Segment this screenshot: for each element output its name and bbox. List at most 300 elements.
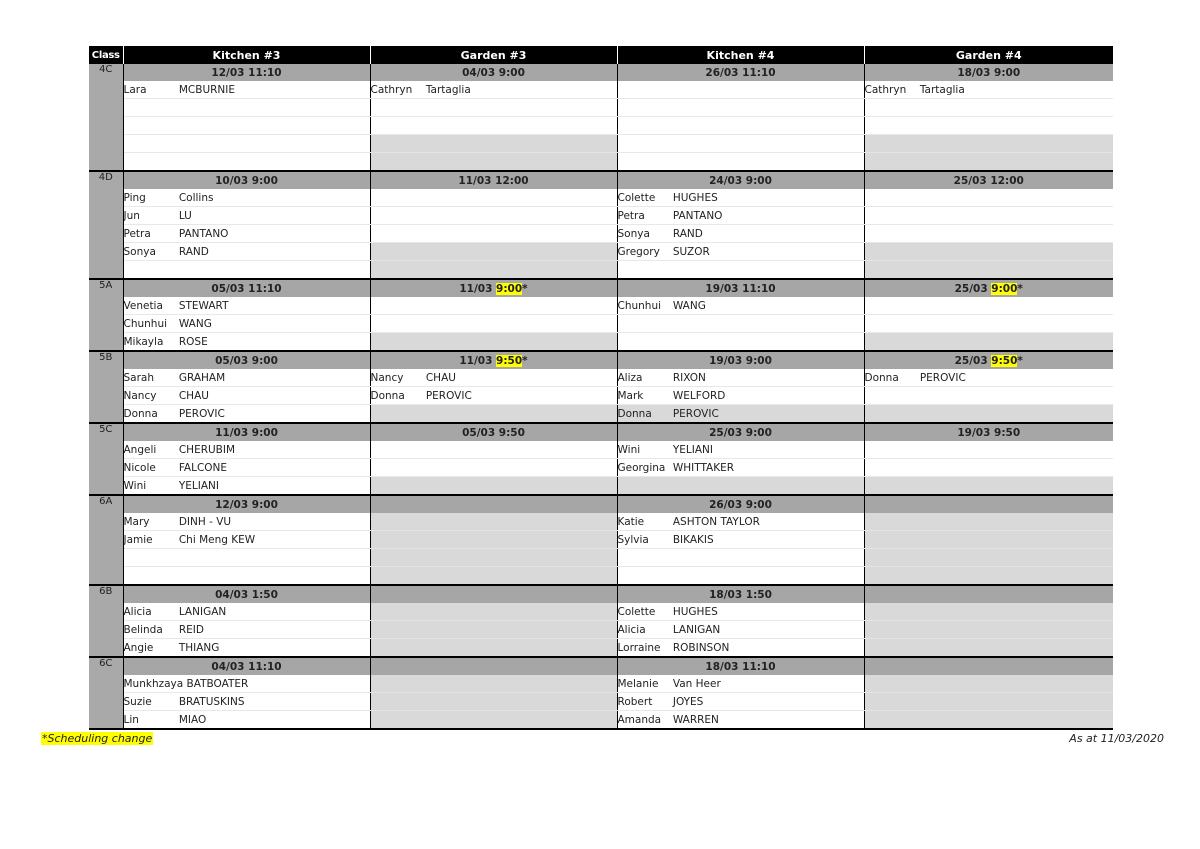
change-asterisk: * <box>1017 282 1023 295</box>
first-name: Mikayla <box>123 335 164 348</box>
name-cell-garden-3 <box>370 243 617 261</box>
name-row <box>89 459 1113 477</box>
name-cell-kitchen-3 <box>123 621 370 639</box>
name-cell-kitchen-3 <box>123 513 370 531</box>
name-cell-garden-3 <box>370 387 617 405</box>
name-cell-garden-3 <box>370 693 617 711</box>
first-name: Donna <box>617 407 652 420</box>
first-name: Donna <box>864 371 899 384</box>
schedule-table <box>89 46 1113 730</box>
name-cell-garden-4 <box>864 711 1113 730</box>
name-cell-kitchen-4 <box>617 549 864 567</box>
name-cell-kitchen-3 <box>123 81 370 99</box>
name-cell-kitchen-3 <box>123 405 370 424</box>
last-name: RIXON <box>672 371 706 384</box>
name-cell-garden-3 <box>370 675 617 693</box>
last-name: Chi Meng KEW <box>178 533 256 546</box>
name-cell-garden-4 <box>864 603 1113 621</box>
name-cell-garden-3 <box>370 333 617 352</box>
last-name: WANG <box>178 317 212 330</box>
name-cell-garden-3 <box>370 369 617 387</box>
name-row <box>89 207 1113 225</box>
last-name: GRAHAM <box>178 371 226 384</box>
first-name: Chunhui <box>617 299 662 312</box>
change-asterisk: * <box>522 354 528 367</box>
date-6a-kitchen-4: 26/03 9:00 <box>617 495 864 513</box>
name-row <box>89 441 1113 459</box>
name-cell-garden-3 <box>370 117 617 135</box>
name-cell-kitchen-4 <box>617 711 864 730</box>
name-cell-garden-4 <box>864 639 1113 658</box>
name-cell-garden-3 <box>370 297 617 315</box>
first-name: Jun <box>123 209 140 222</box>
date-day: 25/03 <box>954 354 992 367</box>
date-6b-garden-4 <box>864 585 1113 603</box>
last-name: HUGHES <box>672 191 718 204</box>
name-cell-kitchen-4 <box>617 207 864 225</box>
name-cell-kitchen-4 <box>617 117 864 135</box>
name-row <box>89 333 1113 352</box>
name-row <box>89 315 1113 333</box>
name-cell-garden-3 <box>370 81 617 99</box>
first-name: Belinda <box>123 623 163 636</box>
change-asterisk: * <box>1017 354 1023 367</box>
date-6c-garden-3 <box>370 657 617 675</box>
name-cell-garden-3 <box>370 621 617 639</box>
name-cell-garden-4 <box>864 405 1113 424</box>
last-name: PANTANO <box>178 227 229 240</box>
first-name: Gregory <box>617 245 660 258</box>
name-cell-kitchen-3 <box>123 99 370 117</box>
name-row <box>89 369 1113 387</box>
name-cell-garden-4 <box>864 333 1113 352</box>
last-name: PEROVIC <box>178 407 225 420</box>
last-name: Collins <box>178 191 214 204</box>
name-cell-kitchen-4 <box>617 369 864 387</box>
name-cell-kitchen-4 <box>617 315 864 333</box>
date-row-6a <box>89 495 1113 513</box>
name-cell-kitchen-4 <box>617 513 864 531</box>
name-cell-kitchen-3 <box>123 441 370 459</box>
name-cell-kitchen-4 <box>617 225 864 243</box>
date-day: 11/03 <box>459 354 497 367</box>
name-row <box>89 639 1113 658</box>
name-row <box>89 693 1113 711</box>
date-4d-garden-4: 25/03 12:00 <box>864 171 1113 189</box>
name-cell-kitchen-3 <box>123 675 370 693</box>
first-name: Cathryn <box>864 83 907 96</box>
last-name: THIANG <box>178 641 220 654</box>
name-cell-garden-3 <box>370 207 617 225</box>
date-5c-garden-4: 19/03 9:50 <box>864 423 1113 441</box>
scheduling-change-note: *Scheduling change <box>42 732 153 745</box>
name-cell-garden-4 <box>864 567 1113 586</box>
name-cell-garden-3 <box>370 99 617 117</box>
changed-time-highlight: 9:00 <box>991 282 1018 295</box>
name-cell-garden-3 <box>370 153 617 172</box>
name-cell-kitchen-3 <box>123 549 370 567</box>
first-name: Colette <box>617 191 656 204</box>
name-cell-garden-3 <box>370 513 617 531</box>
name-cell-garden-3 <box>370 477 617 496</box>
first-name: Suzie <box>123 695 152 708</box>
first-name: Lin <box>123 713 139 726</box>
last-name: HUGHES <box>672 605 718 618</box>
header-class: Class <box>89 46 123 64</box>
name-cell-garden-3 <box>370 135 617 153</box>
last-name: Van Heer <box>672 677 721 690</box>
first-name: Alicia <box>617 623 646 636</box>
name-row <box>89 513 1113 531</box>
name-cell-kitchen-4 <box>617 675 864 693</box>
date-4c-kitchen-4: 26/03 11:10 <box>617 64 864 81</box>
last-name: CHAU <box>425 371 456 384</box>
date-6b-kitchen-4: 18/03 1:50 <box>617 585 864 603</box>
name-cell-kitchen-4 <box>617 153 864 172</box>
date-4c-garden-3: 04/03 9:00 <box>370 64 617 81</box>
first-name: Robert <box>617 695 653 708</box>
class-label-5c: 5C <box>89 423 123 495</box>
date-5a-garden-4 <box>864 279 1113 297</box>
name-cell-kitchen-3 <box>123 567 370 586</box>
name-cell-garden-4 <box>864 477 1113 496</box>
last-name: PEROVIC <box>919 371 966 384</box>
header-garden-4: Garden #4 <box>864 46 1113 64</box>
first-name: Melanie <box>617 677 659 690</box>
last-name: MIAO <box>178 713 207 726</box>
name-cell-kitchen-3 <box>123 459 370 477</box>
first-name: Alicia <box>123 605 152 618</box>
last-name: JOYES <box>672 695 704 708</box>
last-name: BRATUSKINS <box>178 695 245 708</box>
last-name: WHITTAKER <box>672 461 735 474</box>
date-5a-kitchen-3: 05/03 11:10 <box>123 279 370 297</box>
first-name: Sonya <box>123 245 156 258</box>
name-cell-kitchen-4 <box>617 477 864 496</box>
last-name: Tartaglia <box>425 83 471 96</box>
name-row <box>89 549 1113 567</box>
name-row <box>89 621 1113 639</box>
class-label-4c: 4C <box>89 64 123 171</box>
first-name: Sarah <box>123 371 155 384</box>
name-cell-kitchen-3 <box>123 261 370 280</box>
name-cell-kitchen-3 <box>123 135 370 153</box>
name-cell-kitchen-3 <box>123 333 370 352</box>
name-cell-kitchen-4 <box>617 531 864 549</box>
name-cell-kitchen-4 <box>617 333 864 352</box>
first-name: Petra <box>617 209 645 222</box>
date-6b-kitchen-3: 04/03 1:50 <box>123 585 370 603</box>
last-name: FALCONE <box>178 461 228 474</box>
class-label-6b: 6B <box>89 585 123 657</box>
first-name: Sylvia <box>617 533 649 546</box>
name-cell-kitchen-3 <box>123 207 370 225</box>
date-5c-kitchen-3: 11/03 9:00 <box>123 423 370 441</box>
name-cell-kitchen-3 <box>123 369 370 387</box>
last-name: LANIGAN <box>178 605 227 618</box>
date-5c-garden-3: 05/03 9:50 <box>370 423 617 441</box>
date-6a-kitchen-3: 12/03 9:00 <box>123 495 370 513</box>
name-cell-garden-4 <box>864 207 1113 225</box>
header-garden-3: Garden #3 <box>370 46 617 64</box>
date-6c-kitchen-3: 04/03 11:10 <box>123 657 370 675</box>
name-cell-kitchen-3 <box>123 639 370 658</box>
last-name: YELIANI <box>178 479 219 492</box>
class-label-6a: 6A <box>89 495 123 585</box>
header-kitchen-3: Kitchen #3 <box>123 46 370 64</box>
date-day: 25/03 <box>954 282 992 295</box>
name-cell-garden-4 <box>864 261 1113 280</box>
name-cell-garden-3 <box>370 405 617 424</box>
name-cell-kitchen-4 <box>617 621 864 639</box>
first-name: Petra <box>123 227 151 240</box>
name-cell-kitchen-3 <box>123 189 370 207</box>
as-at-date: As at 11/03/2020 <box>1069 732 1164 745</box>
name-cell-kitchen-4 <box>617 405 864 424</box>
name-cell-garden-3 <box>370 531 617 549</box>
name-cell-kitchen-4 <box>617 387 864 405</box>
name-cell-garden-4 <box>864 369 1113 387</box>
first-name: Colette <box>617 605 656 618</box>
date-4d-garden-3: 11/03 12:00 <box>370 171 617 189</box>
name-cell-kitchen-4 <box>617 81 864 99</box>
name-cell-kitchen-3 <box>123 153 370 172</box>
name-cell-garden-4 <box>864 459 1113 477</box>
last-name: YELIANI <box>672 443 713 456</box>
name-cell-garden-3 <box>370 639 617 658</box>
name-row <box>89 135 1113 153</box>
last-name: Tartaglia <box>919 83 965 96</box>
name-cell-garden-4 <box>864 549 1113 567</box>
date-5a-garden-3 <box>370 279 617 297</box>
last-name: LU <box>178 209 192 222</box>
name-row <box>89 675 1113 693</box>
date-4c-garden-4: 18/03 9:00 <box>864 64 1113 81</box>
date-6a-garden-3 <box>370 495 617 513</box>
name-cell-garden-3 <box>370 189 617 207</box>
name-cell-garden-4 <box>864 693 1113 711</box>
name-row <box>89 711 1113 730</box>
last-name: REID <box>178 623 204 636</box>
name-row <box>89 297 1113 315</box>
first-name: Nicole <box>123 461 156 474</box>
name-cell-kitchen-3 <box>123 531 370 549</box>
last-name: SUZOR <box>672 245 710 258</box>
last-name: WANG <box>672 299 706 312</box>
date-4d-kitchen-3: 10/03 9:00 <box>123 171 370 189</box>
first-name: Cathryn <box>370 83 413 96</box>
name-row <box>89 117 1113 135</box>
name-cell-garden-4 <box>864 387 1113 405</box>
first-name: Jamie <box>123 533 153 546</box>
last-name: CHERUBIM <box>178 443 236 456</box>
last-name: RAND <box>672 227 703 240</box>
name-cell-garden-3 <box>370 459 617 477</box>
name-cell-garden-4 <box>864 153 1113 172</box>
schedule-body <box>89 64 1113 729</box>
name-row <box>89 153 1113 172</box>
change-asterisk: * <box>522 282 528 295</box>
changed-time-highlight: 9:50 <box>496 354 523 367</box>
date-6a-garden-4 <box>864 495 1113 513</box>
name-cell-garden-3 <box>370 441 617 459</box>
first-name: Chunhui <box>123 317 168 330</box>
name-cell-kitchen-4 <box>617 639 864 658</box>
first-name: Munkhzaya <box>123 677 184 690</box>
first-name: Nancy <box>370 371 404 384</box>
name-cell-garden-4 <box>864 135 1113 153</box>
last-name: PANTANO <box>672 209 723 222</box>
name-cell-garden-3 <box>370 711 617 730</box>
name-cell-garden-4 <box>864 531 1113 549</box>
last-name: ROSE <box>178 335 208 348</box>
first-name: Lorraine <box>617 641 661 654</box>
name-cell-garden-4 <box>864 513 1113 531</box>
first-name: Mark <box>617 389 644 402</box>
name-cell-kitchen-3 <box>123 225 370 243</box>
name-cell-garden-4 <box>864 189 1113 207</box>
first-name: Angeli <box>123 443 157 456</box>
header-row <box>89 46 1113 64</box>
date-row-5b <box>89 351 1113 369</box>
date-4d-kitchen-4: 24/03 9:00 <box>617 171 864 189</box>
date-5a-kitchen-4: 19/03 11:10 <box>617 279 864 297</box>
first-name: Lara <box>123 83 147 96</box>
name-cell-garden-3 <box>370 315 617 333</box>
date-5c-kitchen-4: 25/03 9:00 <box>617 423 864 441</box>
name-cell-garden-3 <box>370 225 617 243</box>
name-cell-kitchen-4 <box>617 243 864 261</box>
name-cell-kitchen-4 <box>617 603 864 621</box>
first-name: Aliza <box>617 371 643 384</box>
first-name: Katie <box>617 515 645 528</box>
last-name: BIKAKIS <box>672 533 714 546</box>
class-label-5b: 5B <box>89 351 123 423</box>
class-label-4d: 4D <box>89 171 123 279</box>
date-5b-kitchen-4: 19/03 9:00 <box>617 351 864 369</box>
last-name: LANIGAN <box>672 623 721 636</box>
name-cell-kitchen-3 <box>123 117 370 135</box>
name-cell-kitchen-3 <box>123 297 370 315</box>
first-name: Amanda <box>617 713 662 726</box>
first-name: Wini <box>123 479 147 492</box>
name-row <box>89 531 1113 549</box>
name-cell-garden-4 <box>864 621 1113 639</box>
changed-time-highlight: 9:00 <box>496 282 523 295</box>
class-label-5a: 5A <box>89 279 123 351</box>
name-cell-kitchen-4 <box>617 459 864 477</box>
name-cell-kitchen-3 <box>123 693 370 711</box>
first-name: Ping <box>123 191 146 204</box>
name-cell-kitchen-3 <box>123 477 370 496</box>
name-cell-kitchen-4 <box>617 693 864 711</box>
last-name: MCBURNIE <box>178 83 236 96</box>
name-cell-kitchen-4 <box>617 567 864 586</box>
date-4c-kitchen-3: 12/03 11:10 <box>123 64 370 81</box>
name-cell-kitchen-4 <box>617 261 864 280</box>
name-cell-garden-4 <box>864 81 1113 99</box>
date-6b-garden-3 <box>370 585 617 603</box>
date-6c-garden-4 <box>864 657 1113 675</box>
name-cell-garden-3 <box>370 603 617 621</box>
name-row <box>89 477 1113 496</box>
name-row <box>89 225 1113 243</box>
name-cell-garden-4 <box>864 99 1113 117</box>
date-5b-garden-3 <box>370 351 617 369</box>
first-name: Donna <box>370 389 405 402</box>
changed-time-highlight: 9:50 <box>991 354 1018 367</box>
name-cell-garden-4 <box>864 243 1113 261</box>
header-kitchen-4: Kitchen #4 <box>617 46 864 64</box>
name-cell-kitchen-3 <box>123 711 370 730</box>
name-cell-kitchen-4 <box>617 189 864 207</box>
name-cell-garden-4 <box>864 441 1113 459</box>
first-name: Sonya <box>617 227 650 240</box>
name-row <box>89 243 1113 261</box>
class-label-6c: 6C <box>89 657 123 729</box>
name-row <box>89 387 1113 405</box>
date-6c-kitchen-4: 18/03 11:10 <box>617 657 864 675</box>
last-name: ROBINSON <box>672 641 730 654</box>
name-cell-kitchen-4 <box>617 135 864 153</box>
name-cell-kitchen-4 <box>617 99 864 117</box>
name-cell-garden-3 <box>370 567 617 586</box>
last-name: CHAU <box>178 389 209 402</box>
date-row-4c <box>89 64 1113 81</box>
date-row-4d <box>89 171 1113 189</box>
name-cell-garden-3 <box>370 261 617 280</box>
last-name: ASHTON TAYLOR <box>672 515 760 528</box>
date-row-6b <box>89 585 1113 603</box>
first-name: Wini <box>617 443 641 456</box>
name-row <box>89 261 1113 280</box>
date-5b-kitchen-3: 05/03 9:00 <box>123 351 370 369</box>
name-row <box>89 405 1113 424</box>
last-name: STEWART <box>178 299 229 312</box>
name-cell-garden-3 <box>370 549 617 567</box>
name-cell-garden-4 <box>864 117 1113 135</box>
last-name: DINH - VU <box>178 515 232 528</box>
date-row-6c <box>89 657 1113 675</box>
date-5b-garden-4 <box>864 351 1113 369</box>
last-name: PEROVIC <box>425 389 472 402</box>
first-name: Georgina <box>617 461 666 474</box>
name-cell-kitchen-3 <box>123 243 370 261</box>
last-name: PEROVIC <box>672 407 719 420</box>
date-row-5c <box>89 423 1113 441</box>
name-cell-garden-4 <box>864 675 1113 693</box>
name-cell-kitchen-4 <box>617 441 864 459</box>
last-name: WARREN <box>672 713 719 726</box>
first-name: Nancy <box>123 389 157 402</box>
name-row <box>89 81 1113 99</box>
name-row <box>89 189 1113 207</box>
first-name: Angie <box>123 641 154 654</box>
name-cell-kitchen-4 <box>617 297 864 315</box>
name-row <box>89 567 1113 586</box>
last-name: RAND <box>178 245 209 258</box>
date-day: 11/03 <box>459 282 497 295</box>
name-row <box>89 603 1113 621</box>
first-name: Donna <box>123 407 158 420</box>
name-cell-kitchen-3 <box>123 387 370 405</box>
first-name: Mary <box>123 515 150 528</box>
last-name: WELFORD <box>672 389 726 402</box>
name-row <box>89 99 1113 117</box>
name-cell-garden-4 <box>864 315 1113 333</box>
date-row-5a <box>89 279 1113 297</box>
name-cell-kitchen-3 <box>123 315 370 333</box>
